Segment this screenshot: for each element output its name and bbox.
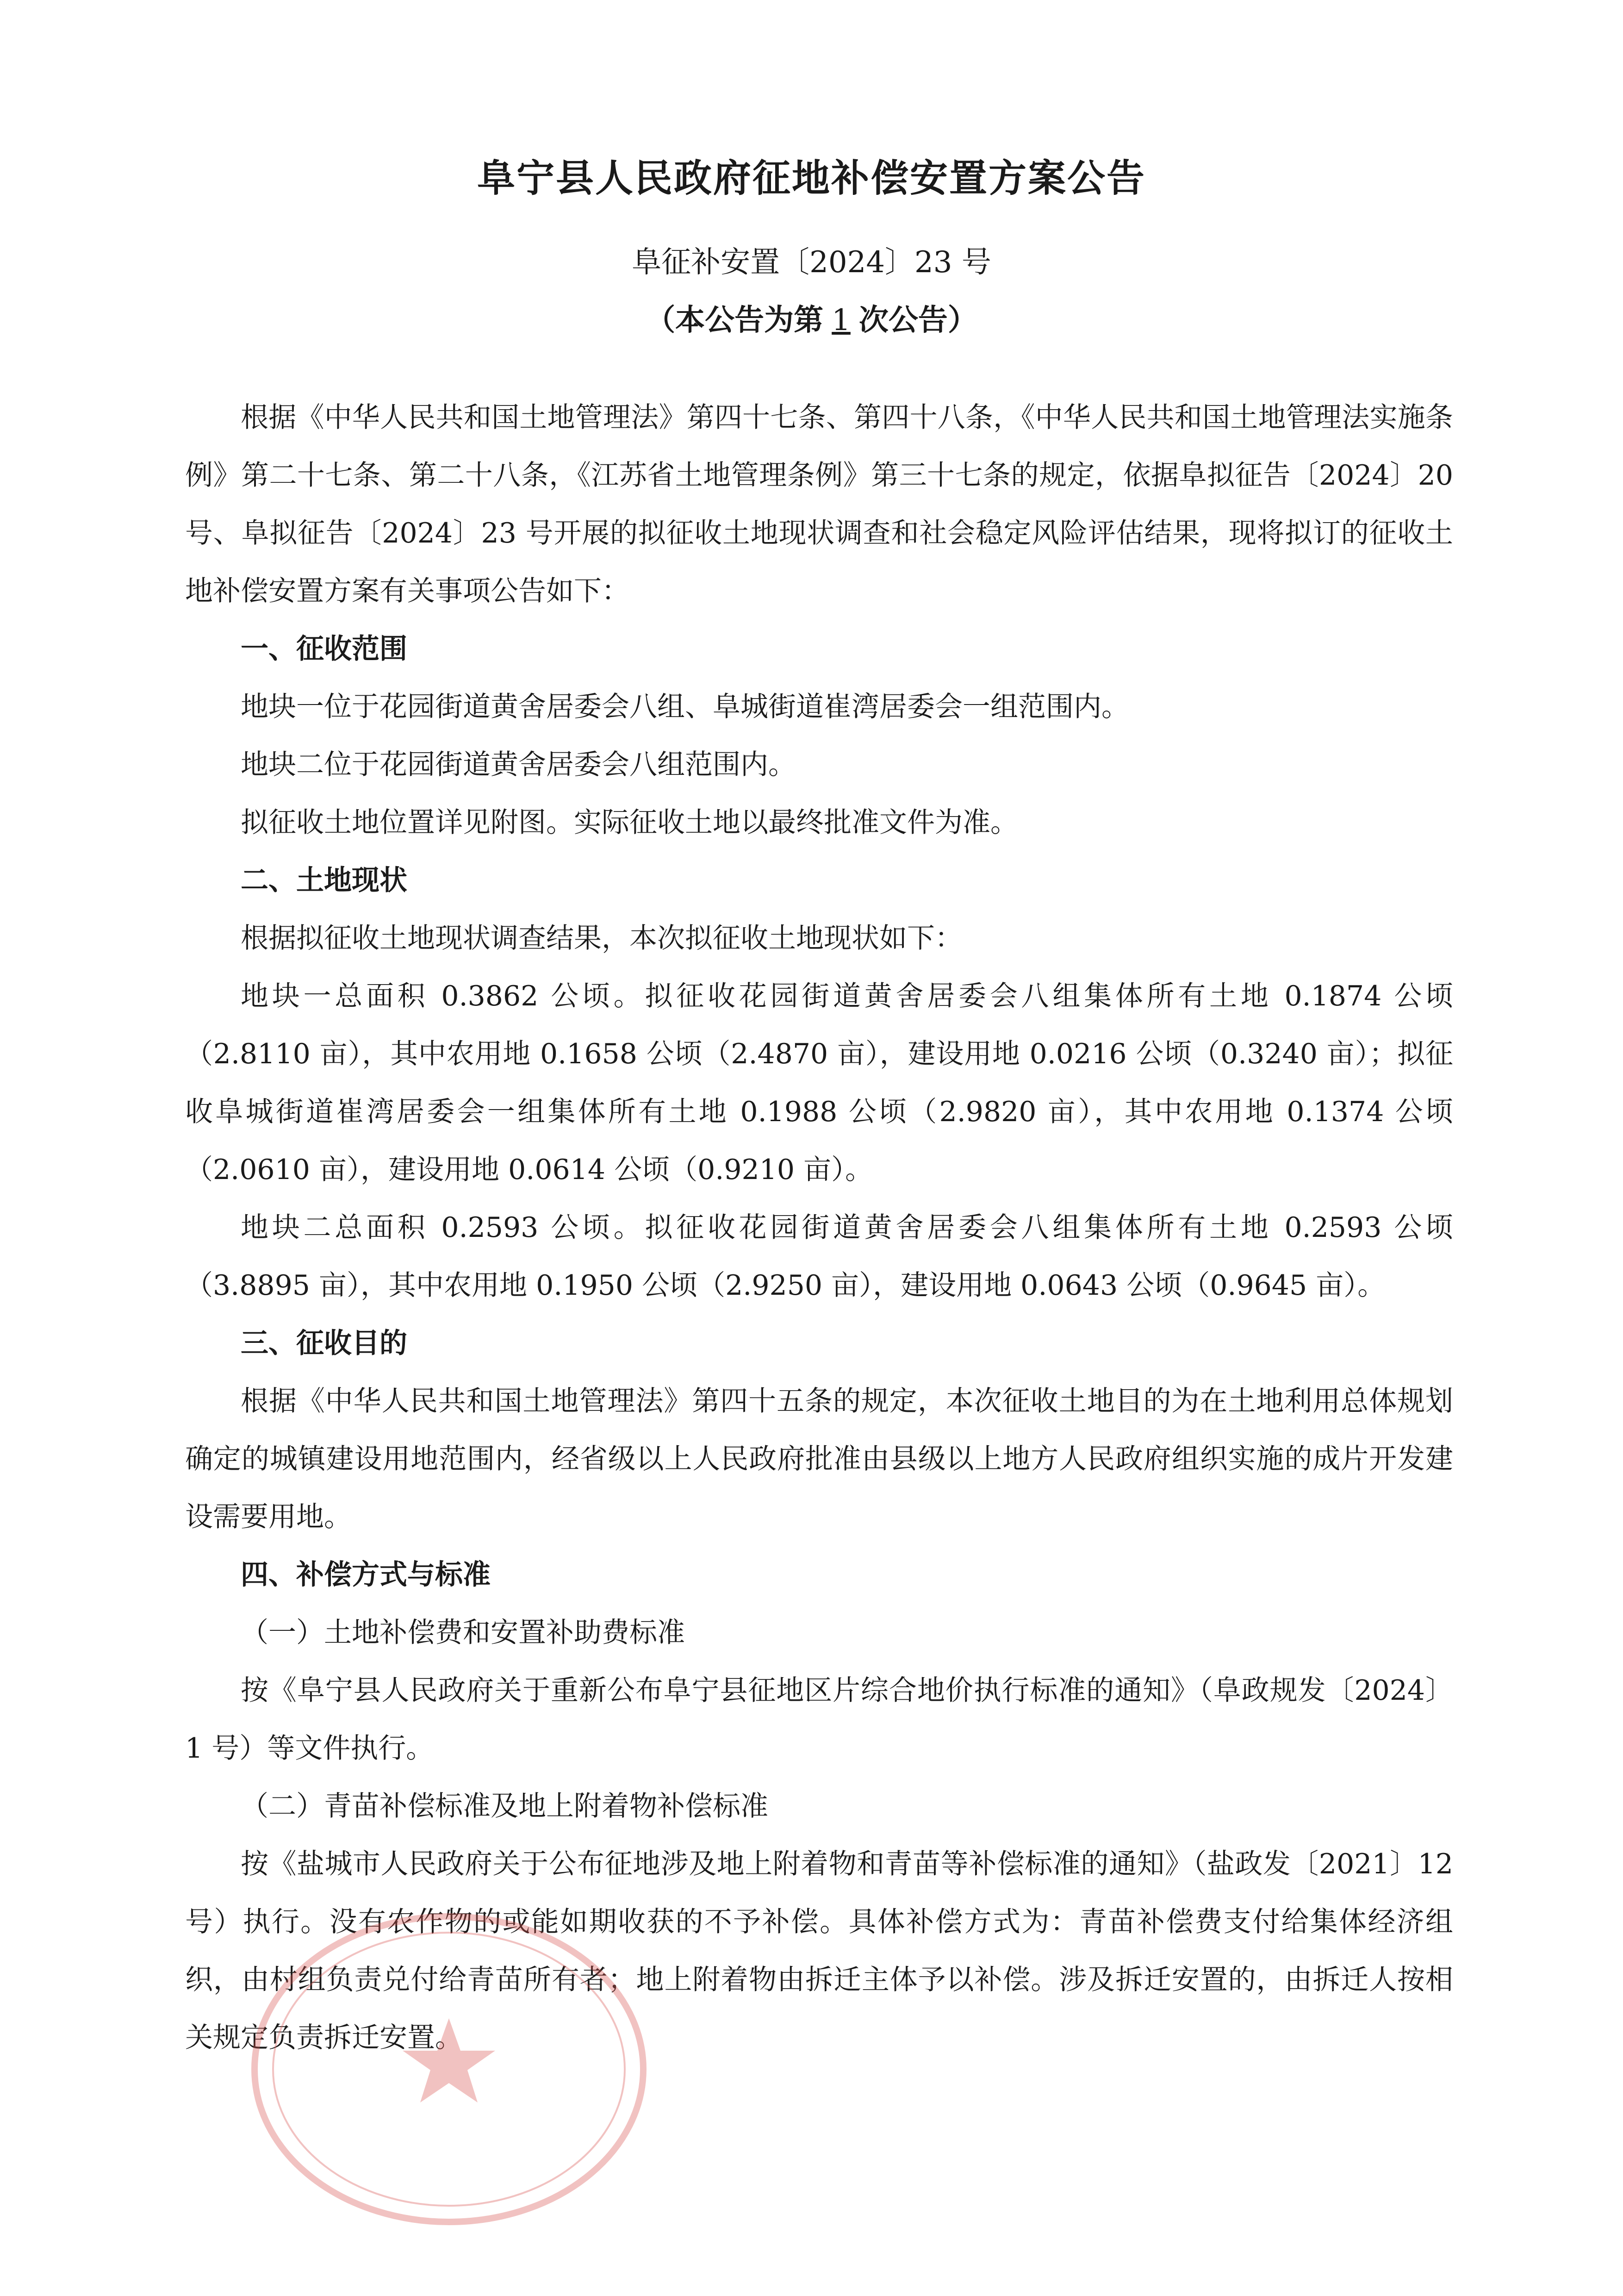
section-paragraph: 根据《中华人民共和国土地管理法》第四十五条的规定，本次征收土地目的为在土地利用总体规划确定的城镇建设用地范围内，经省级以上人民政府批准由县级以上地方人民政府组织实施的成片开发建设需要用地。: [185, 1385, 1453, 1533]
page-title: 阜宁县人民政府征地补偿安置方案公告: [477, 156, 1146, 200]
section-heading-land-status: 二、土地现状: [241, 864, 407, 897]
notice-index: [0, 296, 1623, 339]
section-heading-scope: 一、征收范围: [241, 633, 407, 665]
document-number: 阜征补安置〔2024〕23 号: [632, 245, 991, 280]
notice-index-suffix: 次公告）: [858, 303, 977, 337]
subsection-heading: （一）土地补偿费和安置补助费标准: [241, 1616, 685, 1649]
section-paragraph: 按《阜宁县人民政府关于重新公布阜宁县征地区片综合地价执行标准的通知》（阜政规发〔2024〕1 号）等文件执行。: [185, 1674, 1453, 1765]
section-heading-compensation: 四、补偿方式与标准: [241, 1559, 491, 1591]
section-paragraph: 根据拟征收土地现状调查结果，本次拟征收土地现状如下：: [241, 922, 963, 955]
section-paragraph: 按《盐城市人民政府关于公布征地涉及地上附着物和青苗等补偿标准的通知》（盐政发〔2021〕12 号）执行。没有农作物的或能如期收获的不予补偿。具体补偿方式为：青苗补偿费支付给集体经济组织，由村组负责兑付给青苗所有者；地上附着物由拆迁主体予以补偿。涉及拆迁安置的，由拆迁人按相关规定负责拆迁安置。: [185, 1848, 1453, 2054]
section-paragraph: 地块二总面积 0.2593 公顷。拟征收花园街道黄舍居委会八组集体所有土地 0.2593 公顷（3.8895 亩），其中农用地 0.1950 公顷（2.9250 亩），建设用地 0.0643 公顷（0.9645 亩）。: [185, 1211, 1453, 1302]
intro-paragraph: 根据《中华人民共和国土地管理法》第四十七条、第四十八条，《中华人民共和国土地管理法实施条例》第二十七条、第二十八条，《江苏省土地管理条例》第三十七条的规定，依据阜拟征告〔2024〕20 号、阜拟征告〔2024〕23 号开展的拟征收土地现状调查和社会稳定风险评估结果，现将拟订的征收土地补偿安置方案有关事项公告如下：: [185, 401, 1453, 607]
notice-index-prefix: （本公告为第: [646, 303, 824, 337]
document-body: [185, 389, 1453, 2067]
section-heading-purpose: 三、征收目的: [241, 1327, 407, 1360]
notice-index-number: 1: [832, 303, 851, 337]
section-paragraph: 地块一总面积 0.3862 公顷。拟征收花园街道黄舍居委会八组集体所有土地 0.1874 公顷（2.8110 亩），其中农用地 0.1658 公顷（2.4870 亩），建设用地 0.0216 公顷（0.3240 亩）；拟征收阜城街道崔湾居委会一组集体所有土地 0.1988 公顷（2.9820 亩），其中农用地 0.1374 公顷（2.0610 亩），建设用地 0.0614 公顷（0.9210 亩）。: [185, 980, 1453, 1186]
section-paragraph: 地块一位于花园街道黄舍居委会八组、阜城街道崔湾居委会一组范围内。: [241, 691, 1129, 723]
section-paragraph: 拟征收土地位置详见附图。实际征收土地以最终批准文件为准。: [241, 806, 1018, 839]
subsection-heading: （二）青苗补偿标准及地上附着物补偿标准: [241, 1790, 768, 1822]
section-paragraph: 地块二位于花园街道黄舍居委会八组范围内。: [241, 749, 796, 781]
